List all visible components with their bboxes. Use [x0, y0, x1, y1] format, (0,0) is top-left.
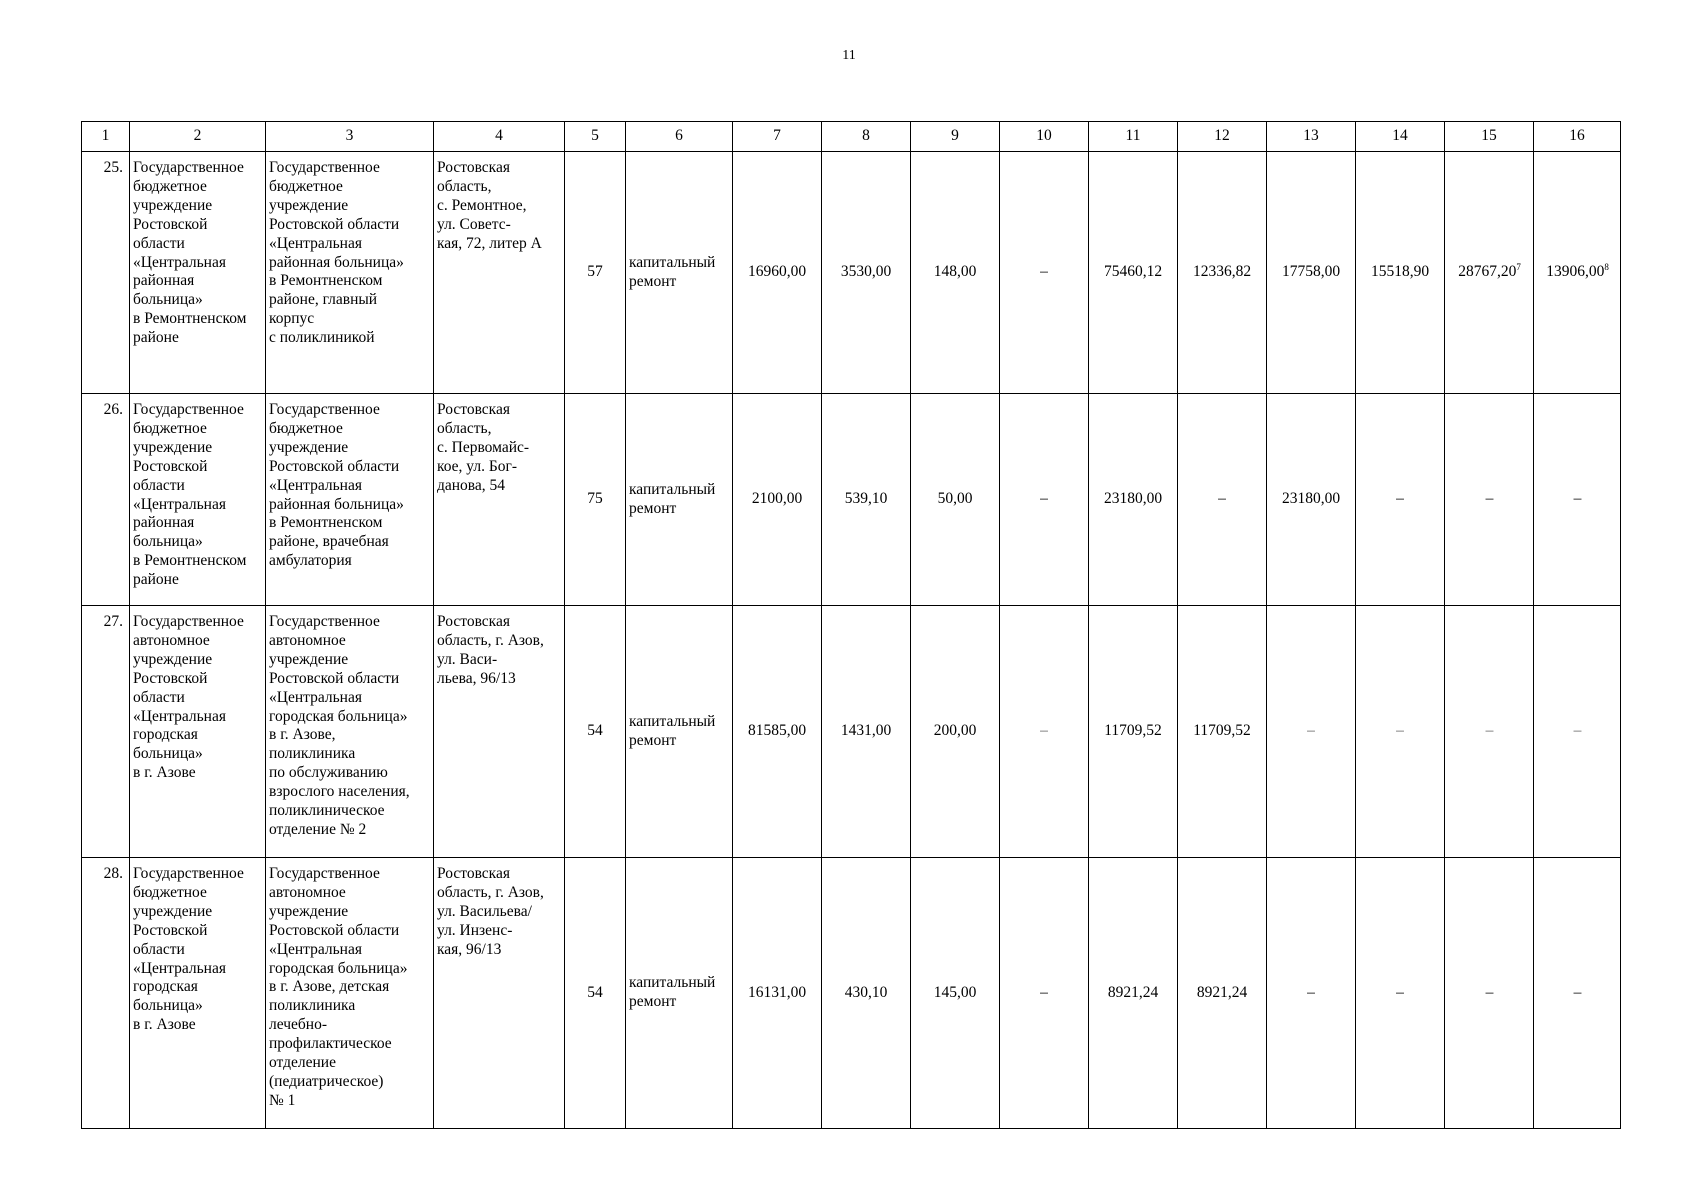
- institution-name: Государственное автономное учреждение Ростовской области «Центральная городская больница» в г. Азове: [130, 606, 266, 858]
- value-col-8: 1431,00: [822, 606, 911, 858]
- capacity-value: 54: [565, 606, 626, 858]
- value-col-11: 23180,00: [1089, 394, 1178, 606]
- capacity-value: 75: [565, 394, 626, 606]
- column-number: 15: [1445, 122, 1534, 152]
- footnote-marker: 7: [1516, 261, 1521, 272]
- capacity-value: 57: [565, 152, 626, 394]
- object-address: Ростовская область, г. Азов, ул. Васильева/ ул. Инзенс- кая, 96/13: [434, 858, 565, 1129]
- value-col-14: –: [1356, 606, 1445, 858]
- value-col-9: 200,00: [911, 606, 1000, 858]
- column-number: 7: [733, 122, 822, 152]
- work-type: капитальный ремонт: [626, 858, 733, 1129]
- value-col-7: 81585,00: [733, 606, 822, 858]
- object-name: Государственное автономное учреждение Ростовской области «Центральная городская больница» в г. Азове, поликлиника по обслуживанию взрослого населения, поликлиническое отделение № 2: [266, 606, 434, 858]
- column-number: 1: [82, 122, 130, 152]
- value-col-15: [1445, 152, 1534, 394]
- row-number: 25.: [82, 152, 130, 394]
- object-name: Государственное бюджетное учреждение Ростовской области «Центральная районная больница» в Ремонтненском районе, главный корпус с поликлиникой: [266, 152, 434, 394]
- value-col-10: –: [1000, 858, 1089, 1129]
- value-col-11: 8921,24: [1089, 858, 1178, 1129]
- value-col-15: [1445, 394, 1534, 606]
- object-address: Ростовская область, с. Первомайс- кое, ул. Бог- данова, 54: [434, 394, 565, 606]
- value-col-9: 148,00: [911, 152, 1000, 394]
- column-number: 14: [1356, 122, 1445, 152]
- value-col-9: 145,00: [911, 858, 1000, 1129]
- value-col-12: –: [1178, 394, 1267, 606]
- value-col-11: 75460,12: [1089, 152, 1178, 394]
- value-col-15-amount: –: [1485, 722, 1494, 740]
- value-col-15-amount: –: [1485, 983, 1494, 1001]
- value-col-16-amount: –: [1573, 722, 1582, 740]
- column-number: 12: [1178, 122, 1267, 152]
- value-col-7: 2100,00: [733, 394, 822, 606]
- row-number: 27.: [82, 606, 130, 858]
- column-number: 3: [266, 122, 434, 152]
- value-col-14: –: [1356, 858, 1445, 1129]
- column-number: 8: [822, 122, 911, 152]
- value-col-13: –: [1267, 858, 1356, 1129]
- row-number: 26.: [82, 394, 130, 606]
- value-col-11: 11709,52: [1089, 606, 1178, 858]
- capacity-value: 54: [565, 858, 626, 1129]
- value-col-15-amount: 28767,20: [1458, 263, 1517, 281]
- value-col-8: 3530,00: [822, 152, 911, 394]
- value-col-16: [1534, 394, 1621, 606]
- value-col-16: [1534, 858, 1621, 1129]
- value-col-16: [1534, 606, 1621, 858]
- value-col-9: 50,00: [911, 394, 1000, 606]
- value-col-13: –: [1267, 606, 1356, 858]
- column-number: 11: [1089, 122, 1178, 152]
- value-col-7: 16960,00: [733, 152, 822, 394]
- institution-name: Государственное бюджетное учреждение Ростовской области «Центральная городская больница» в г. Азове: [130, 858, 266, 1129]
- object-address: Ростовская область, с. Ремонтное, ул. Советс- кая, 72, литер А: [434, 152, 565, 394]
- column-number: 10: [1000, 122, 1089, 152]
- footnote-marker: 8: [1604, 261, 1609, 272]
- value-col-12: 12336,82: [1178, 152, 1267, 394]
- value-col-16: [1534, 152, 1621, 394]
- object-name: Государственное автономное учреждение Ростовской области «Центральная городская больница» в г. Азове, детская поликлиника лечебно- профилактическое отделение (педиатрическое) № 1: [266, 858, 434, 1129]
- page-number: 11: [842, 48, 856, 63]
- value-col-13: 23180,00: [1267, 394, 1356, 606]
- work-type: капитальный ремонт: [626, 394, 733, 606]
- object-address: Ростовская область, г. Азов, ул. Васи- льева, 96/13: [434, 606, 565, 858]
- value-col-13: 17758,00: [1267, 152, 1356, 394]
- column-number: 13: [1267, 122, 1356, 152]
- object-name: Государственное бюджетное учреждение Ростовской области «Центральная районная больница» в Ремонтненском районе, врачебная амбулатория: [266, 394, 434, 606]
- value-col-10: –: [1000, 152, 1089, 394]
- table-row: [82, 152, 1621, 394]
- value-col-15-amount: –: [1485, 490, 1494, 508]
- value-col-15: [1445, 858, 1534, 1129]
- column-number: 5: [565, 122, 626, 152]
- value-col-14: 15518,90: [1356, 152, 1445, 394]
- column-number: 2: [130, 122, 266, 152]
- value-col-16-amount: –: [1573, 983, 1582, 1001]
- work-type: капитальный ремонт: [626, 606, 733, 858]
- table-row: [82, 394, 1621, 606]
- table-row: [82, 858, 1621, 1129]
- column-number: 9: [911, 122, 1000, 152]
- column-number: 6: [626, 122, 733, 152]
- value-col-16-amount: –: [1573, 490, 1582, 508]
- institution-name: Государственное бюджетное учреждение Ростовской области «Центральная районная больница» в Ремонтненском районе: [130, 394, 266, 606]
- value-col-8: 539,10: [822, 394, 911, 606]
- value-col-12: 11709,52: [1178, 606, 1267, 858]
- value-col-16-amount: 13906,00: [1546, 263, 1605, 281]
- value-col-10: –: [1000, 394, 1089, 606]
- value-col-8: 430,10: [822, 858, 911, 1129]
- value-col-15: [1445, 606, 1534, 858]
- column-number-row: [82, 122, 1621, 152]
- value-col-12: 8921,24: [1178, 858, 1267, 1129]
- column-number: 16: [1534, 122, 1621, 152]
- row-number: 28.: [82, 858, 130, 1129]
- value-col-7: 16131,00: [733, 858, 822, 1129]
- column-number: 4: [434, 122, 565, 152]
- table-row: [82, 606, 1621, 858]
- value-col-10: –: [1000, 606, 1089, 858]
- work-type: капитальный ремонт: [626, 152, 733, 394]
- capital-repair-table: [81, 121, 1621, 1129]
- value-col-14: –: [1356, 394, 1445, 606]
- institution-name: Государственное бюджетное учреждение Ростовской области «Центральная районная больница» в Ремонтненском районе: [130, 152, 266, 394]
